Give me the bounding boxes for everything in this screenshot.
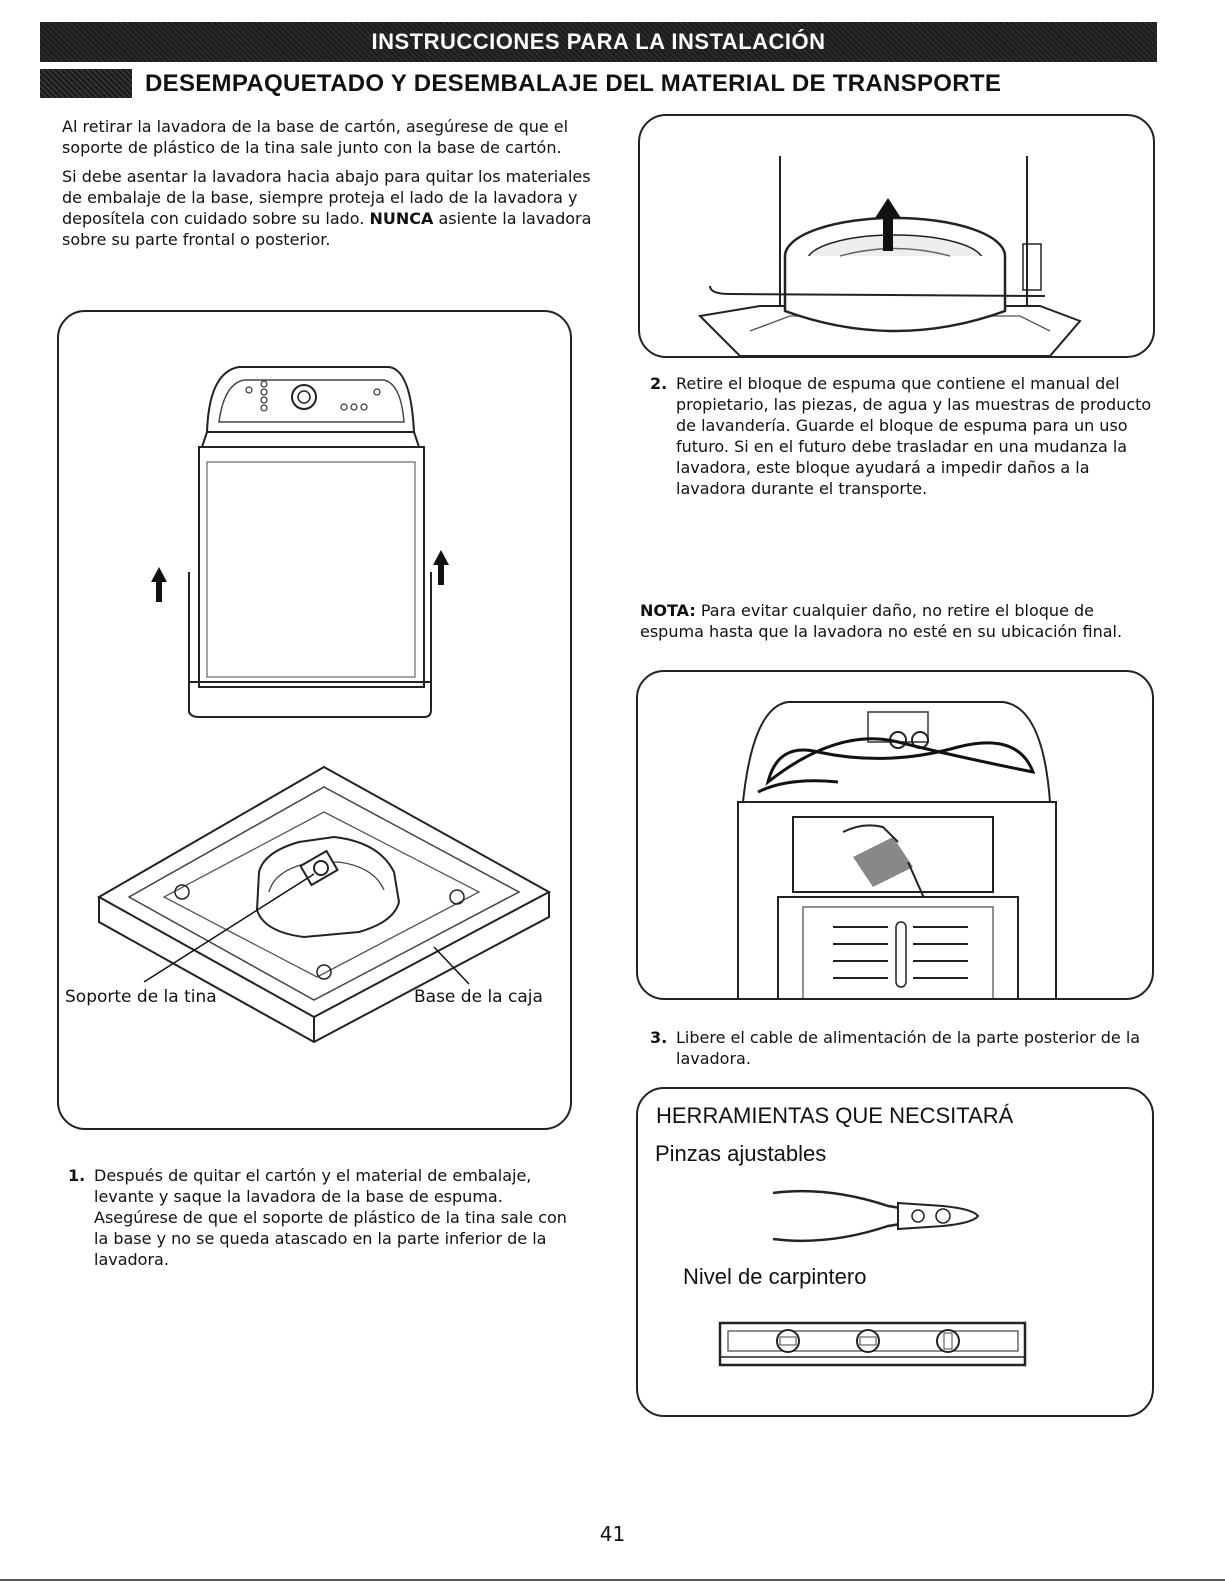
- step-3: [650, 1027, 1160, 1077]
- tool-name-level: Nivel de carpintero: [683, 1264, 867, 1289]
- step-2-number: 2.: [650, 374, 668, 393]
- figure-tub-support-lift: [638, 114, 1155, 358]
- figure-power-cord: [636, 670, 1154, 1000]
- level-icon: [718, 1317, 1028, 1373]
- intro-paragraph-2-text: Si debe asentar la lavadora hacia abajo para quitar los materiales de embalaje de la base, siempre proteja el lado de la lavadora y deposítela con cuidado sobre su lado.: [62, 167, 591, 228]
- step-1-number: 1.: [68, 1166, 86, 1185]
- step-2: [650, 373, 1160, 503]
- page-banner: INSTRUCCIONES PARA LA INSTALACIÓN: [40, 22, 1157, 62]
- note-paragraph: [640, 600, 1160, 642]
- step-1-text: Después de quitar el cartón y el material de embalaje, levante y saque la lavadora de la base de espuma. Asegúrese de que el soporte de plástico de la tina sale con la base y no se queda atascado en la parte inferior de la lavadora.: [94, 1166, 567, 1269]
- washer-base-illustration: [59, 312, 572, 1130]
- page-number: 41: [599, 1522, 626, 1546]
- bottom-rule: [0, 1579, 1225, 1581]
- label-box-base: Base de la caja: [414, 987, 543, 1007]
- figure-washer-base: [57, 310, 572, 1130]
- section-header: [40, 66, 1160, 102]
- step-3-number: 3.: [650, 1028, 668, 1047]
- intro-paragraph-2-end: asiente la lavadora sobre su parte frontal o posterior.: [62, 209, 592, 249]
- tools-box: [636, 1087, 1154, 1417]
- tools-title: HERRAMIENTAS QUE NECSITARÁ: [656, 1103, 1014, 1128]
- pliers-icon: [768, 1181, 988, 1253]
- tub-lift-illustration: [640, 116, 1155, 358]
- intro-warning-word: NUNCA: [369, 209, 434, 228]
- section-marker: [40, 69, 132, 98]
- intro-paragraph-2: [62, 166, 592, 250]
- step-3-text: Libere el cable de alimentación de la parte posterior de la lavadora.: [676, 1028, 1141, 1068]
- note-label: NOTA:: [640, 601, 696, 620]
- note-text: Para evitar cualquier daño, no retire el bloque de espuma hasta que la lavadora no esté en su ubicación final.: [640, 601, 1123, 641]
- label-tub-support: Soporte de la tina: [65, 987, 217, 1007]
- section-title: DESEMPAQUETADO Y DESEMBALAJE DEL MATERIAL DE TRANSPORTE: [145, 70, 1002, 97]
- power-cord-illustration: [638, 672, 1154, 1000]
- step-2-text: Retire el bloque de espuma que contiene el manual del propietario, las piezas, de agua y las muestras de producto de lavandería. Guarde el bloque de espuma para un uso futuro. Si en el futuro debe trasladar en una mudanza la lavadora, este bloque ayudará a impedir daños a la lavadora durante el transporte.: [676, 374, 1152, 498]
- step-1: [68, 1165, 588, 1275]
- intro-paragraph-1: Al retirar la lavadora de la base de cartón, asegúrese de que el soporte de plástico de la tina sale junto con la base de cartón.: [62, 117, 569, 157]
- tool-name-pliers: Pinzas ajustables: [655, 1141, 827, 1166]
